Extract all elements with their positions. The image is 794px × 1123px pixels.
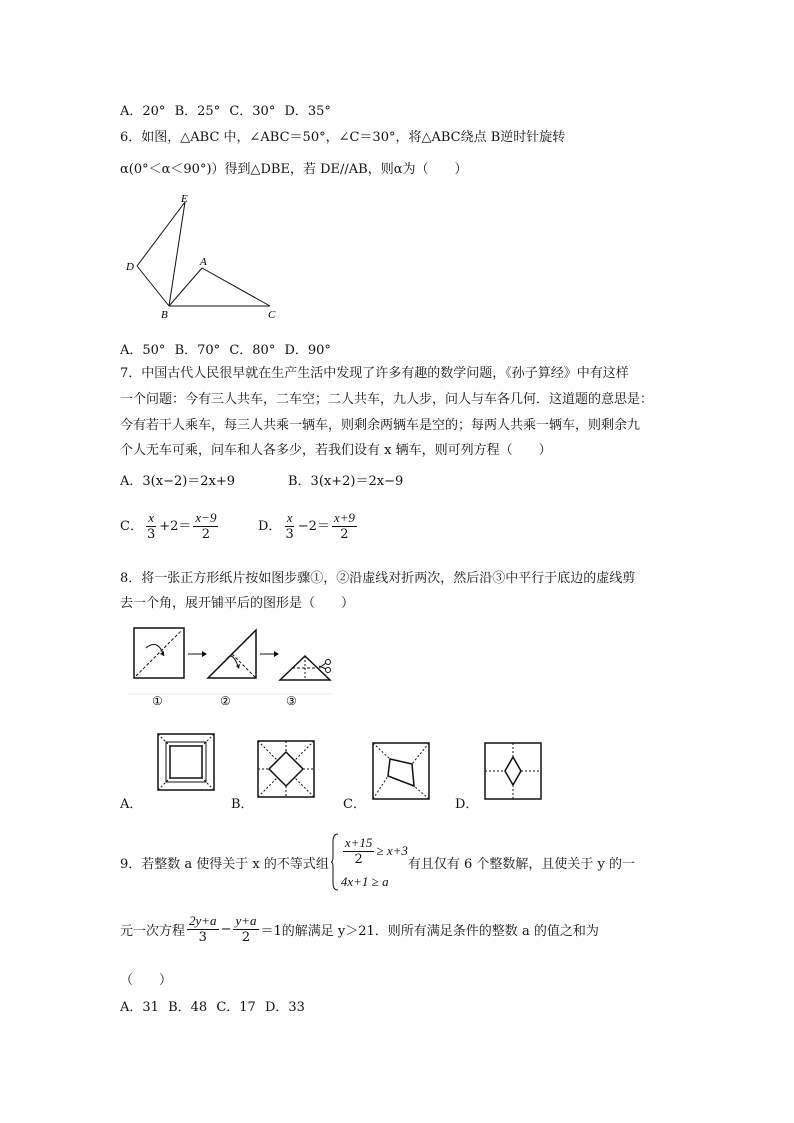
denominator: 3	[198, 930, 207, 945]
q7-c-prefix: C．	[120, 519, 143, 534]
step1-fold-line	[136, 630, 182, 676]
q9-eq-rest: ＝1的解满足 y＞21．则所有满足条件的整数 a 的值之和为	[260, 924, 599, 939]
q5-option-b: B．25°	[174, 104, 221, 119]
numerator: y+a	[235, 913, 257, 928]
q8-option-b-figure	[257, 740, 315, 798]
q9-stem-line2	[120, 913, 599, 946]
numerator: x	[148, 510, 154, 525]
q7-line3: 今有若干人乘车，每三人共乘一辆车，则剩余两辆车是空的；每两人共乘一辆车，则剩余九	[120, 418, 641, 433]
q9-option-a: A．31	[120, 1000, 159, 1015]
label-d: D	[126, 261, 134, 273]
q7-option-d	[258, 510, 359, 543]
label-a: A	[200, 256, 207, 268]
step-label-2: ②	[220, 694, 231, 708]
q9-eq-mid: −	[220, 922, 232, 937]
q7-c-mid: +2＝	[159, 519, 192, 534]
q8-option-c-label: C．	[343, 797, 366, 812]
q8-option-c-figure	[372, 742, 430, 800]
fraction	[233, 913, 258, 946]
q8-folding-steps-figure	[128, 622, 338, 712]
q6-option-c: C．80°	[229, 343, 276, 358]
q9-options	[120, 996, 305, 1015]
q9-inequality-2: 4x+1 ≥ a	[340, 873, 389, 889]
q6-stem-line2: α(0°＜α＜90°)）得到△DBE，若 DE//AB，则α为（ ）	[120, 162, 468, 177]
label-b: B	[161, 309, 168, 320]
q7-line2: 一个问题：今有三人共车，二车空；二人共车，九人步，问人与车各几何．这道题的意思是：	[120, 392, 654, 407]
label-c: C	[268, 309, 276, 320]
fraction	[343, 835, 375, 868]
denominator: 2	[354, 851, 363, 867]
q8-line2: 去一个角，展开铺平后的图形是（ ）	[120, 596, 355, 611]
q8-option-d-figure	[484, 742, 542, 800]
q9-option-b: B．48	[168, 1000, 208, 1015]
numerator: 2y+a	[189, 913, 217, 928]
q8-line1: 8．将一张正方形纸片按如图步骤①，②沿虚线对折两次，然后沿③中平行于底边的虚线剪	[120, 571, 636, 586]
step2-fold-line	[232, 654, 256, 678]
numerator: x+9	[333, 510, 355, 525]
denominator: 2	[340, 527, 349, 542]
q6-option-a: A．50°	[120, 343, 166, 358]
q9-ineq1-rest: ≥ x+3	[376, 843, 408, 858]
q8-option-a-figure	[157, 733, 215, 791]
step-label-3: ③	[286, 694, 297, 708]
segment-ac	[202, 268, 270, 306]
fraction	[193, 510, 218, 543]
denominator: 3	[285, 527, 294, 542]
denominator: 3	[146, 527, 156, 542]
denominator: 2	[201, 527, 211, 542]
q7-option-b: B．3(x+2)＝2x−9	[288, 474, 404, 489]
q6-option-b: B．70°	[174, 343, 221, 358]
q6-option-d: D．90°	[284, 343, 331, 358]
q7-line1: 7．中国古代人民很早就在生产生活中发现了许多有趣的数学问题，《孙子算经》中有这样	[120, 366, 629, 381]
q7-option-a: A．3(x−2)＝2x+9	[120, 474, 236, 489]
segment-de	[137, 202, 185, 266]
q5-option-a: A．20°	[120, 104, 166, 119]
fraction	[145, 510, 157, 543]
q8-option-b-label: B．	[231, 797, 254, 812]
q9-post: 有且仅有 6 个整数解，且使关于 y 的一	[407, 856, 636, 872]
q5-options	[120, 100, 331, 119]
denominator: 2	[241, 930, 251, 945]
left-brace-icon	[331, 833, 339, 891]
segment-db	[137, 266, 169, 306]
q9-line2-pre: 元一次方程	[120, 924, 186, 939]
q9-answer-paren: （ ）	[120, 973, 173, 988]
q6-triangle-figure	[120, 190, 290, 320]
numerator: x+15	[344, 834, 373, 850]
q7-option-c	[120, 510, 220, 543]
q6-options	[120, 339, 331, 358]
q9-inequality-system	[341, 835, 408, 890]
numerator: x	[286, 510, 293, 525]
label-e: E	[181, 193, 188, 205]
q9-option-c: C．17	[216, 1000, 256, 1015]
fraction	[283, 510, 295, 543]
q5-option-d: D．35°	[284, 104, 331, 119]
q7-line4: 个人无车可乘，问车和人各多少，若我们设有 x 辆车，则可列方程（ ）	[120, 443, 552, 458]
q8-option-a-label: A．	[120, 797, 143, 812]
q9-inequality-1	[341, 835, 408, 868]
fraction	[187, 913, 219, 946]
numerator: x−9	[195, 510, 217, 525]
q9-option-d: D．33	[264, 1000, 305, 1015]
q9-stem-line1	[120, 832, 635, 892]
q9-pre: 9．若整数 a 使得关于 x 的不等式组	[120, 856, 329, 872]
fraction	[332, 510, 357, 543]
q7-d-prefix: D．	[258, 519, 282, 534]
q7-d-mid: −2＝	[297, 519, 330, 534]
q6-stem-line1: 6．如图，△ABC 中，∠ABC＝50°，∠C＝30°，将△ABC绕点 B逆时针旋转	[120, 130, 566, 145]
step-label-1: ①	[152, 694, 163, 708]
q5-option-c: C．30°	[229, 104, 276, 119]
q8-option-d-label: D．	[455, 797, 479, 812]
